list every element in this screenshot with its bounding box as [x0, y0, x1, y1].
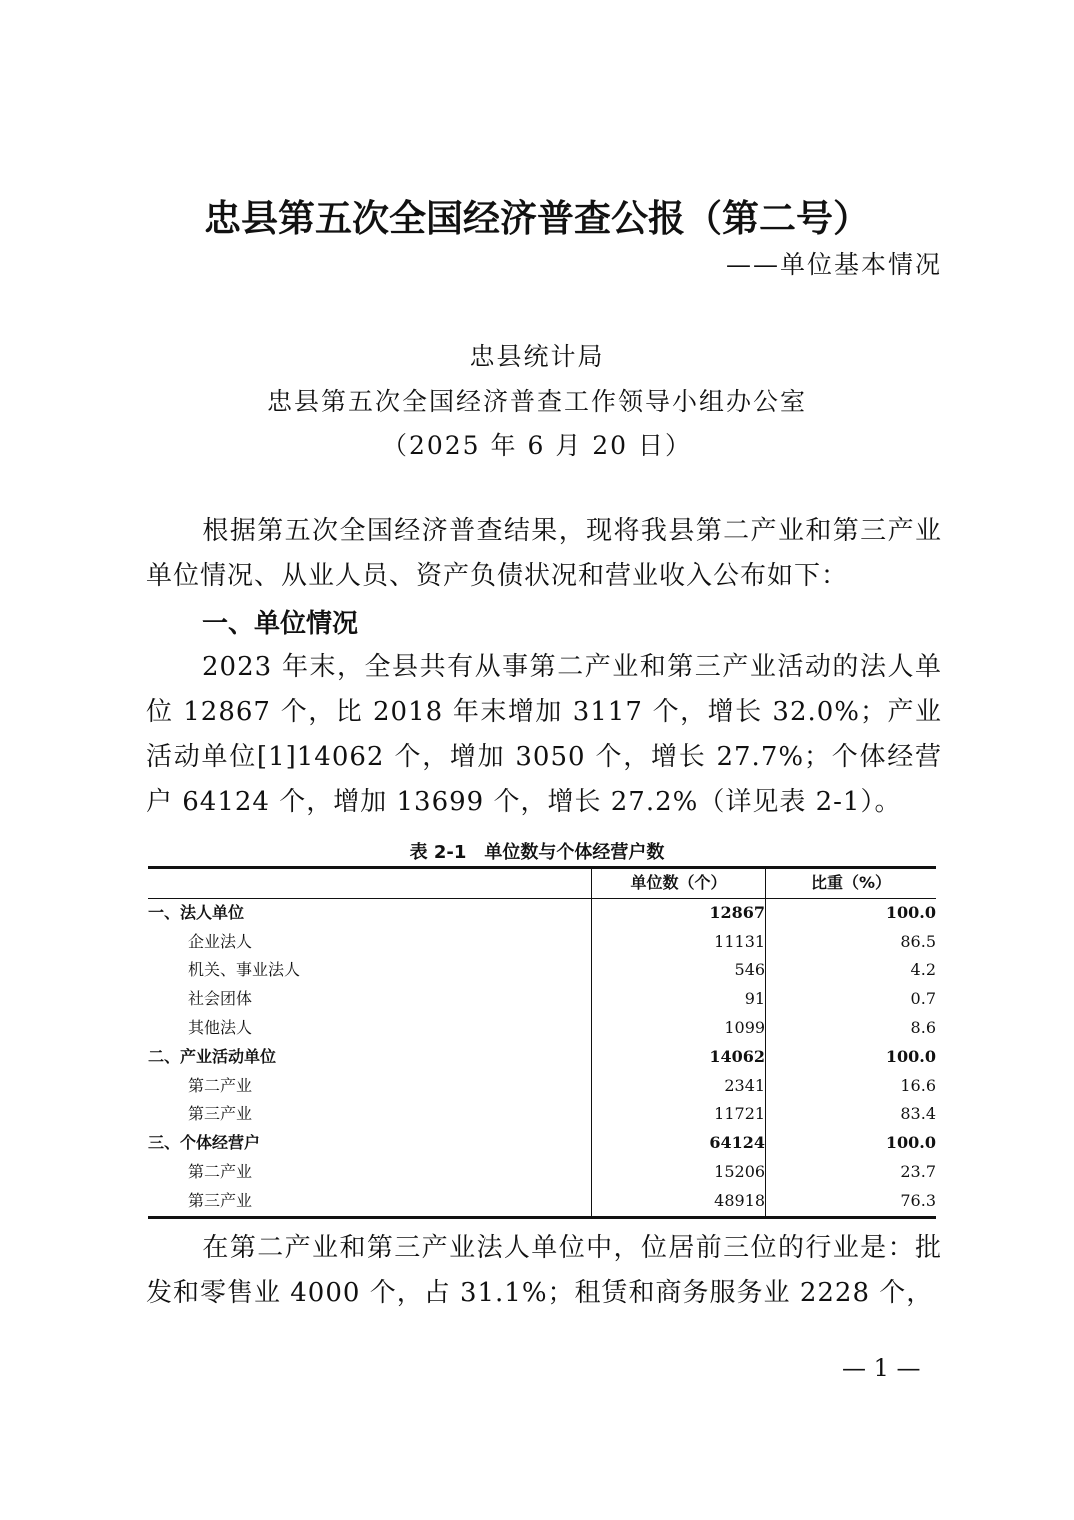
table-row: [148, 1072, 936, 1101]
after-text: 在第二产业和第三产业法人单位中，位居前三位的行业是：批发和零售业 4000 个，占 31.1%；租赁和商务服务业 2228 个，: [146, 1233, 942, 1308]
row-label: 其他法人: [188, 1017, 253, 1037]
row-share: 4.2: [766, 956, 936, 985]
row-count: 15206: [591, 1158, 765, 1187]
publish-date: （2025 年 6 月 20 日）: [381, 431, 693, 460]
table-row: [148, 928, 936, 957]
row-count: 91: [591, 985, 765, 1014]
document-title: 忠县第五次全国经济普查公报（第二号）: [204, 197, 870, 240]
intro-paragraph: [146, 509, 942, 599]
row-label: 机关、事业法人: [188, 960, 301, 980]
table-caption: 表 2-1 单位数与个体经营户数: [409, 842, 665, 863]
row-label: 第二产业: [188, 1161, 253, 1181]
table-row: [148, 1100, 936, 1129]
row-count: 11721: [591, 1100, 765, 1129]
issuer-office: 忠县第五次全国经济普查工作领导小组办公室: [266, 387, 807, 416]
header-label: [148, 868, 591, 899]
row-count: 64124: [591, 1129, 765, 1158]
row-label: 第三产业: [188, 1104, 253, 1124]
row-label: 三、个体经营户: [148, 1133, 261, 1153]
row-share: 100.0: [766, 898, 936, 927]
row-count: 1099: [591, 1014, 765, 1043]
row-label: 社会团体: [188, 989, 253, 1009]
row-count: 11131: [591, 928, 765, 957]
row-count: 48918: [591, 1187, 765, 1217]
table-header-row: [148, 868, 936, 899]
row-share: 16.6: [766, 1072, 936, 1101]
row-label: 第二产业: [188, 1075, 253, 1095]
row-label: 企业法人: [188, 931, 253, 951]
row-count: 12867: [591, 898, 765, 927]
document-subtitle: ——单位基本情况: [725, 250, 942, 279]
row-label: 二、产业活动单位: [148, 1046, 277, 1066]
row-share: 100.0: [766, 1129, 936, 1158]
after-paragraph: [146, 1226, 942, 1316]
section-paragraph: [146, 645, 942, 825]
row-count: 546: [591, 956, 765, 985]
row-count: 14062: [591, 1043, 765, 1072]
row-label: 第三产业: [188, 1190, 253, 1210]
page-number: — 1 —: [842, 1354, 921, 1382]
header-share: 比重（%）: [766, 868, 936, 899]
row-label: 一、法人单位: [148, 902, 245, 922]
table-row: [148, 956, 936, 985]
table-row: [148, 898, 936, 927]
row-share: 8.6: [766, 1014, 936, 1043]
issuer-bureau: 忠县统计局: [469, 342, 605, 371]
table-row: [148, 1187, 936, 1217]
row-count: 2341: [591, 1072, 765, 1101]
header-count: 单位数（个）: [591, 868, 765, 899]
section-heading: 一、单位情况: [202, 609, 359, 639]
row-share: 100.0: [766, 1043, 936, 1072]
row-share: 86.5: [766, 928, 936, 957]
row-share: 83.4: [766, 1100, 936, 1129]
table-row: [148, 1158, 936, 1187]
units-table: [148, 866, 936, 1219]
intro-text: 根据第五次全国经济普查结果，现将我县第二产业和第三产业单位情况、从业人员、资产负债状况和营业收入公布如下：: [146, 516, 942, 591]
row-share: 76.3: [766, 1187, 936, 1217]
table-row: [148, 1014, 936, 1043]
row-share: 0.7: [766, 985, 936, 1014]
table-row: [148, 1043, 936, 1072]
section-text: 2023 年末，全县共有从事第二产业和第三产业活动的法人单位 12867 个，比 2018 年末增加 3117 个，增长 32.0%；产业活动单位[1]14062 个，增加 3050 个，增长 27.7%；个体经营户 64124 个，增加 13699 个，增长 27.2%（详见表 2-1）。: [146, 652, 942, 817]
row-share: 23.7: [766, 1158, 936, 1187]
table-row: [148, 1129, 936, 1158]
table-row: [148, 985, 936, 1014]
